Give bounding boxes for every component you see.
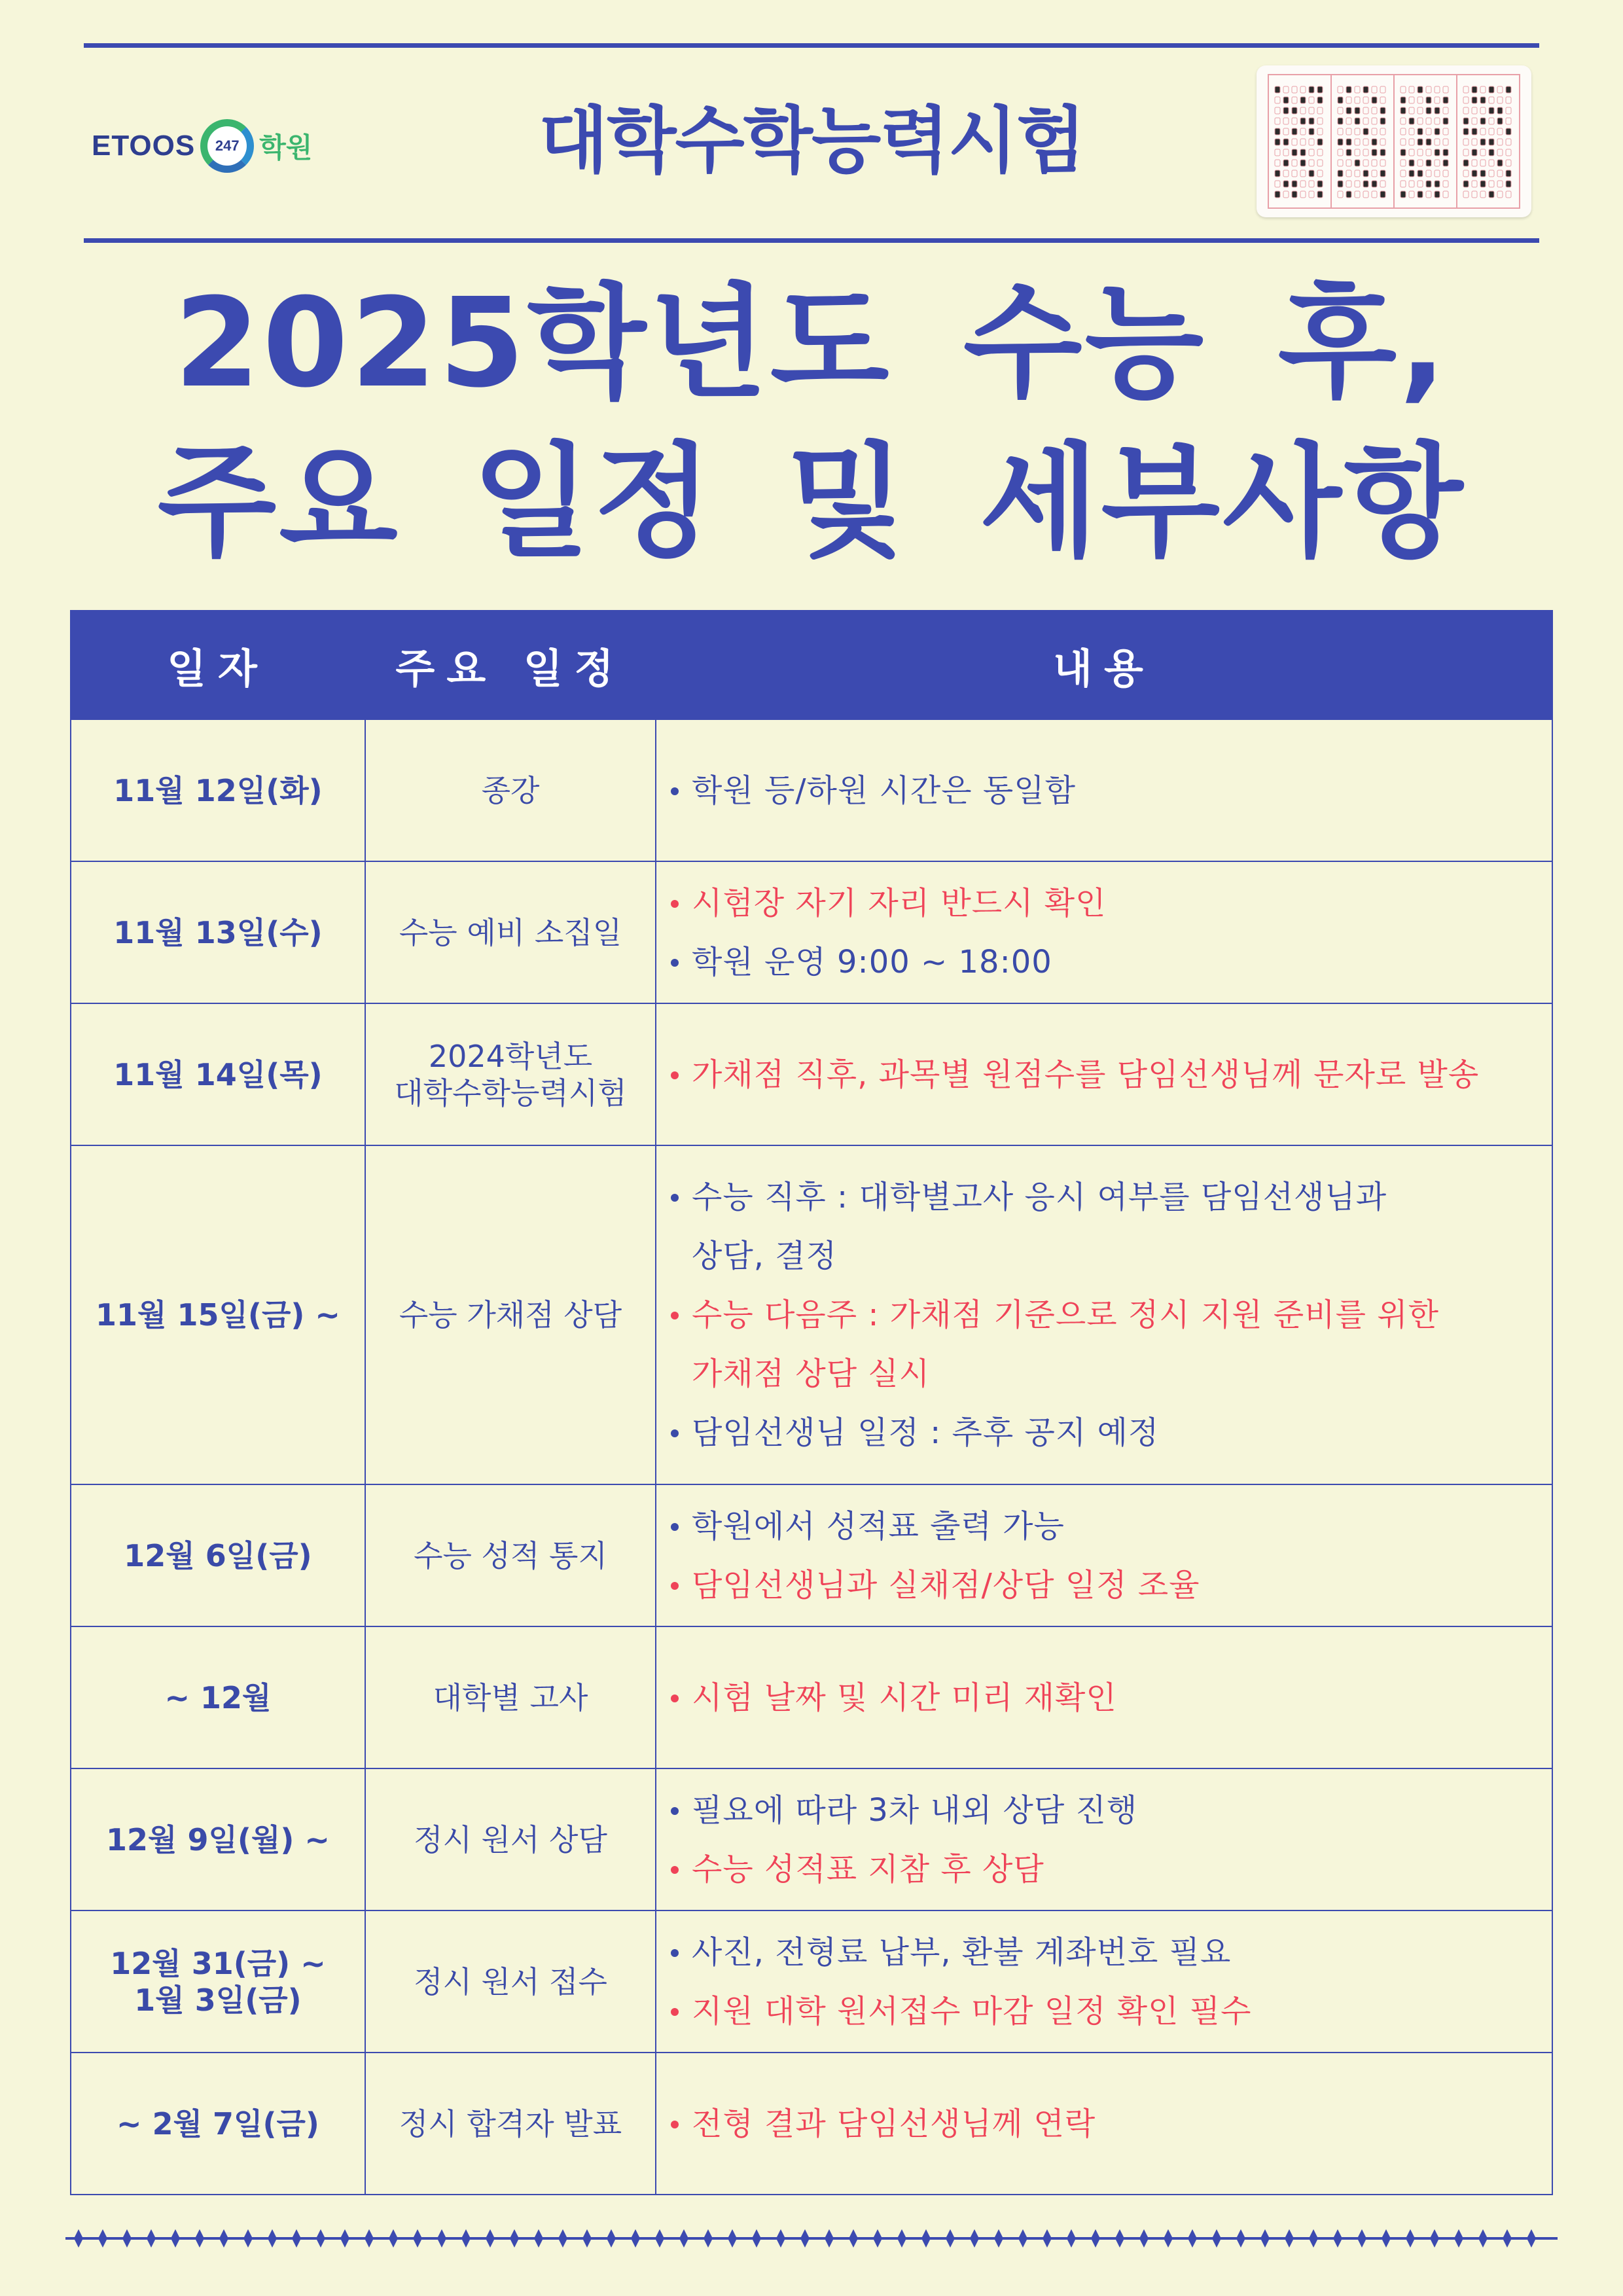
row-content: [656, 1626, 1552, 1768]
bullet-item: 필요에 따라 3차 내외 상담 진행: [666, 1781, 1552, 1840]
table-row: [71, 1910, 1552, 2053]
bullet-item: 학원에서 성적표 출력 가능: [666, 1497, 1552, 1556]
date-line: 1월 3일(금): [134, 1982, 302, 2018]
row-schedule: 정시 원서 상담: [365, 1768, 656, 1910]
bullet-item: 학원 운영 9:00 ~ 18:00: [666, 933, 1552, 992]
table-row: [71, 2053, 1552, 2195]
bullet-item: 시험 날짜 및 시간 미리 재확인: [666, 1668, 1552, 1727]
table-row: [71, 1768, 1552, 1910]
table-row: [71, 1484, 1552, 1626]
logo-suffix: 학원: [259, 132, 313, 164]
row-content: [656, 719, 1552, 861]
bullet-continuation: 상담, 결정: [692, 1238, 837, 1274]
bullet-item: 가채점 직후, 과목별 원점수를 담임선생님께 문자로 발송: [666, 1045, 1552, 1104]
row-date: 12월 9일(월) ~: [71, 1768, 365, 1910]
table-row: [71, 1145, 1552, 1484]
schedule-table: [70, 610, 1553, 2195]
logo-number: 247: [215, 137, 240, 154]
bullet-item: 지원 대학 원서접수 마감 일정 확인 필수: [666, 1982, 1552, 2041]
main-title-line2: 주요 일정 및 세부사항: [157, 431, 1466, 574]
header-bottom-divider: [84, 238, 1539, 243]
row-content: [656, 861, 1552, 1003]
omr-answer-sheet-icon: [1257, 65, 1531, 217]
bullet-item: 시험장 자기 자리 반드시 확인: [666, 874, 1552, 933]
table-header-row: [71, 611, 1552, 719]
top-divider: [84, 43, 1539, 48]
bullet-item: 수능 직후 : 대학별고사 응시 여부를 담임선생님과: [666, 1168, 1552, 1227]
row-content: [656, 1910, 1552, 2053]
row-content: [656, 1484, 1552, 1626]
row-schedule: 수능 예비 소집일: [365, 861, 656, 1003]
bullet-item: 전형 결과 담임선생님께 연락: [666, 2094, 1552, 2153]
row-schedule: 정시 원서 접수: [365, 1910, 656, 2053]
row-date: 11월 13일(수): [71, 861, 365, 1003]
bullet-continuation: 가채점 상담 실시: [692, 1355, 931, 1392]
bullet-item: 학원 등/하원 시간은 동일함: [666, 761, 1552, 820]
row-schedule: 정시 합격자 발표: [365, 2053, 656, 2195]
row-date: ~ 12월: [71, 1626, 365, 1768]
bullet-item: 수능 다음주 : 가채점 기준으로 정시 지원 준비를 위한: [666, 1285, 1552, 1344]
date-line: 12월 31(금) ~: [110, 1945, 326, 1981]
header-date: 일자: [71, 611, 365, 719]
bullet-item: 담임선생님 일정 : 추후 공지 예정: [666, 1403, 1552, 1462]
row-schedule: 대학별 고사: [365, 1626, 656, 1768]
row-content: [656, 1003, 1552, 1145]
table-row: [71, 719, 1552, 861]
bullet-item: 사진, 전형료 납부, 환불 계좌번호 필요: [666, 1923, 1552, 1982]
header-schedule: 주요 일정: [365, 611, 656, 719]
logo-ring-icon: [200, 119, 254, 173]
row-date: 11월 12일(화): [71, 719, 365, 861]
row-date: 11월 15일(금) ~: [71, 1145, 365, 1484]
logo-brand: ETOOS: [92, 130, 196, 162]
main-title-line1: 2025학년도 수능 후,: [174, 272, 1449, 415]
row-content: [656, 1768, 1552, 1910]
schedule-line: 2024학년도: [428, 1038, 593, 1074]
table-row: [71, 1626, 1552, 1768]
footer-ornament: [65, 2225, 1558, 2251]
row-schedule: 수능 가채점 상담: [365, 1145, 656, 1484]
bullet-item: 담임선생님과 실채점/상담 일정 조율: [666, 1556, 1552, 1615]
row-content: [656, 1145, 1552, 1484]
academy-logo: [92, 110, 312, 182]
table-row: [71, 861, 1552, 1003]
header-title: 대학수학능력시험: [538, 99, 1085, 183]
table-row: [71, 1003, 1552, 1145]
row-date: 12월 6일(금): [71, 1484, 365, 1626]
row-content: [656, 2053, 1552, 2195]
row-date: ~ 2월 7일(금): [71, 2053, 365, 2195]
omr-graphic: [1257, 65, 1531, 217]
row-schedule: 종강: [365, 719, 656, 861]
header-content: 내용: [656, 611, 1552, 719]
row-schedule: 수능 성적 통지: [365, 1484, 656, 1626]
bullet-item: 수능 성적표 지참 후 상담: [666, 1840, 1552, 1899]
row-date: [71, 1910, 365, 2053]
row-schedule: [365, 1003, 656, 1145]
row-date: 11월 14일(목): [71, 1003, 365, 1145]
schedule-line: 대학수학능력시험: [394, 1075, 627, 1111]
